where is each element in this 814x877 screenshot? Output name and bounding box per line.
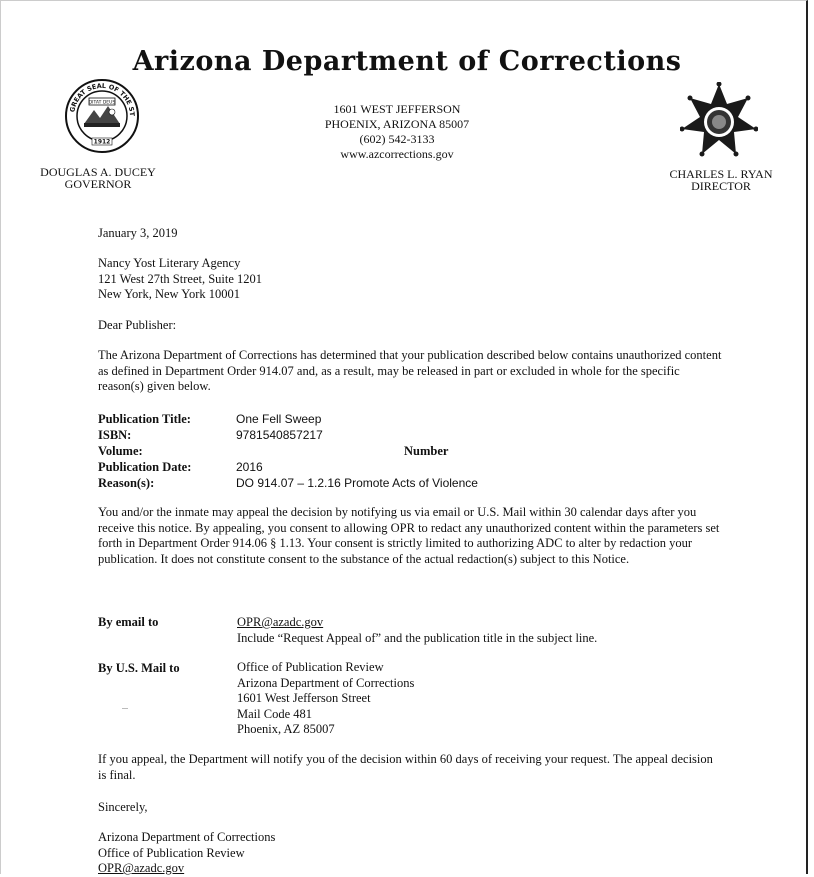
appeal-paragraph: You and/or the inmate may appeal the decision by notifying us via email or U.S. Mail within 30 calendar days after you receive this notice. By appealing, you consent to allowing OPR to redact any unauthorized content within the parameters set forth in Department Order 914.06 § 1.13. Your consent is strictly limited to authorizing ADC to alter by redaction your publication. It does not constitute consent to the substance of the actual redaction(s) subject to this Notice.	[98, 505, 720, 566]
email-method-label: By email to	[98, 615, 159, 629]
intro-paragraph: The Arizona Department of Corrections has determined that your publication described below contains unauthorized content as defined in Department Order 914.07 and, as a result, may be released in part or excluded in whole for the specific reason(s) given below.	[98, 348, 722, 394]
email-instruction: Include “Request Appeal of” and the publication title in the subject line.	[237, 631, 598, 645]
address-line: www.azcorrections.gov	[340, 147, 454, 161]
address-line: 1601 WEST JEFFERSON	[333, 102, 461, 116]
mail-address-block	[237, 660, 414, 738]
mail-address-line: Mail Code 481	[237, 706, 312, 721]
publication-date-value: 2016	[236, 460, 263, 474]
reason-value: DO 914.07 – 1.2.16 Promote Acts of Violence	[236, 476, 478, 490]
mail-address-line: 1601 West Jefferson Street	[237, 691, 371, 706]
decision-paragraph: If you appeal, the Department will notify you of the decision within 60 days of receiving your request. The appeal decision is final.	[98, 752, 713, 782]
recipient-line: New York, New York 10001	[98, 287, 241, 302]
number-label: Number	[404, 444, 449, 458]
director-name: CHARLES L. RYAN	[669, 167, 773, 181]
signature-line: Office of Publication Review	[98, 845, 245, 860]
mail-method-label: By U.S. Mail to	[98, 661, 180, 675]
isbn-label: ISBN:	[98, 428, 132, 442]
recipient-line: 121 West 27th Street, Suite 1201	[98, 271, 263, 286]
reason-label: Reason(s):	[98, 476, 155, 490]
publication-title-label: Publication Title:	[98, 412, 191, 426]
stray-mark	[122, 708, 128, 709]
signature-block	[98, 830, 738, 877]
closing: Sincerely,	[98, 800, 148, 814]
publication-title-value: One Fell Sweep	[236, 412, 322, 426]
address-line: (602) 542-3133	[359, 132, 435, 146]
svg-text:1912: 1912	[93, 138, 111, 146]
appeal-email-link[interactable]: OPR@azadc.gov	[237, 615, 324, 629]
director-block	[656, 168, 786, 192]
governor-block	[28, 166, 168, 190]
publication-details	[98, 411, 718, 491]
mail-address-line: Office of Publication Review	[237, 660, 384, 674]
director-title: DIRECTOR	[691, 179, 751, 193]
isbn-value: 9781540857217	[236, 428, 323, 442]
letterhead-title: Arizona Department of Corrections	[132, 46, 682, 77]
publication-date-label: Publication Date:	[98, 460, 192, 474]
address-line: PHOENIX, ARIZONA 85007	[324, 117, 470, 131]
svg-text:GREAT SEAL OF THE STATE OF ARI: GREAT SEAL OF THE ST	[68, 81, 137, 117]
recipient-line: Nancy Yost Literary Agency	[98, 256, 241, 270]
letter-date: January 3, 2019	[98, 226, 178, 240]
mail-address-line: Arizona Department of Corrections	[237, 675, 415, 690]
recipient-address	[98, 256, 738, 303]
signature-email-link[interactable]: OPR@azadc.gov	[98, 861, 185, 876]
agency-address	[0, 102, 794, 162]
governor-name: DOUGLAS A. DUCEY	[40, 165, 156, 179]
volume-label: Volume:	[98, 444, 143, 458]
governor-title: GOVERNOR	[64, 177, 132, 191]
salutation: Dear Publisher:	[98, 318, 177, 332]
svg-text:DITAT DEUS: DITAT DEUS	[88, 100, 116, 106]
badge-star-icon	[680, 82, 758, 160]
signature-line: Arizona Department of Corrections	[98, 830, 276, 844]
email-block	[237, 614, 597, 646]
mail-address-line: Phoenix, AZ 85007	[237, 722, 335, 737]
